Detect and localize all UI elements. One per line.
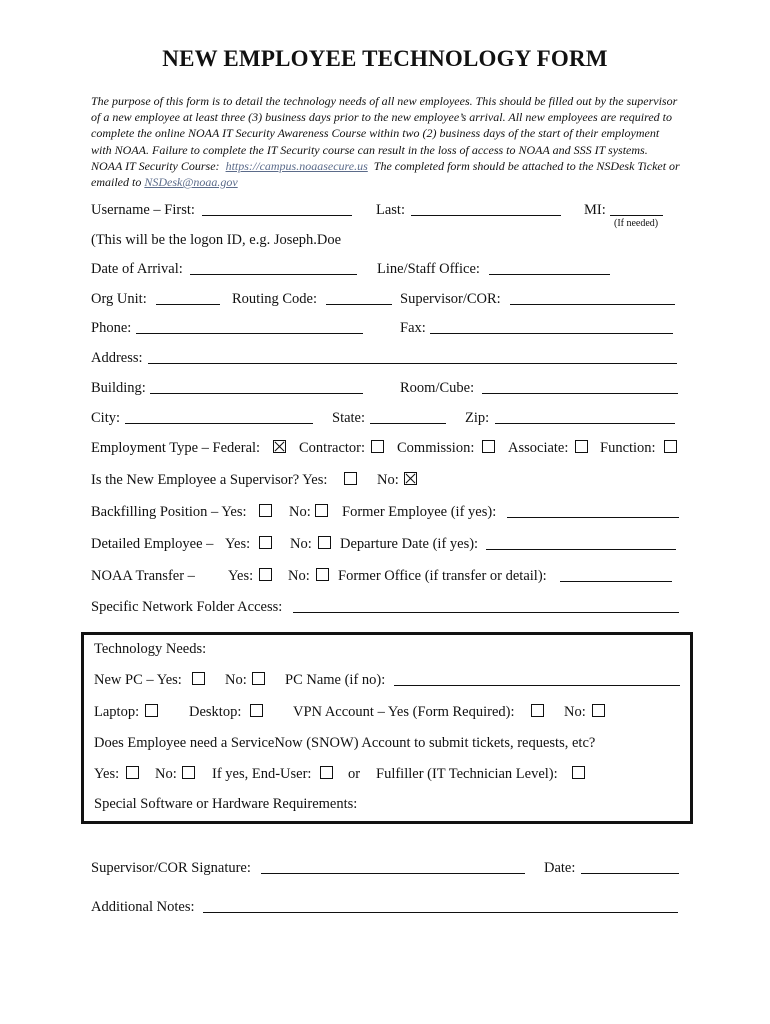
special-requirements-label: Special Software or Hardware Requirements: bbox=[94, 796, 358, 812]
backfill-no-label: No: bbox=[289, 504, 311, 520]
vpn-no-label: No: bbox=[564, 704, 586, 720]
intro-text: The purpose of this form is to detail the technology needs of all new employees. This should be filled out by the supervisor of a new employee at least three (3) business days prior to the new employee’s arrival. All new employees are required to complete the online NOAA IT Security Awareness Course within two (2) business days of the start of their employment with NOAA. Failure to complete the IT Security course can result in the loss of access to NOAA and SSS IT systems. NOAA IT Security Course: bbox=[91, 94, 678, 173]
new-pc-yes-checkbox[interactable] bbox=[192, 672, 205, 685]
contractor-label: Contractor: bbox=[299, 440, 366, 456]
address-label: Address: bbox=[91, 350, 143, 366]
vpn-account-label: VPN Account – Yes (Form Required): bbox=[293, 704, 515, 720]
fulfiller-label: Fulfiller (IT Technician Level): bbox=[376, 766, 558, 782]
date-field[interactable] bbox=[581, 873, 679, 874]
supervisor-cor-field[interactable] bbox=[510, 304, 675, 305]
city-label: City: bbox=[91, 410, 121, 426]
fax-field[interactable] bbox=[430, 333, 673, 334]
employment-type-label: Employment Type – Federal: bbox=[91, 440, 261, 456]
fax-label: Fax: bbox=[400, 320, 426, 336]
last-name-label: Last: bbox=[376, 202, 405, 218]
detailed-yes-label: Yes: bbox=[225, 536, 251, 552]
former-office-field[interactable] bbox=[560, 581, 672, 582]
snow-yes-label: Yes: bbox=[94, 766, 120, 782]
supervisor-yes-checkbox[interactable] bbox=[344, 472, 357, 485]
transfer-yes-label: Yes: bbox=[228, 568, 254, 584]
signature-field[interactable] bbox=[261, 873, 525, 874]
supervisor-cor-label: Supervisor/COR: bbox=[400, 291, 501, 307]
detailed-no-checkbox[interactable] bbox=[318, 536, 331, 549]
transfer-no-checkbox[interactable] bbox=[316, 568, 329, 581]
line-staff-office-label: Line/Staff Office: bbox=[377, 261, 480, 277]
new-pc-yes-label: New PC – Yes: bbox=[94, 672, 182, 688]
room-cube-field[interactable] bbox=[482, 393, 678, 394]
phone-label: Phone: bbox=[91, 320, 132, 336]
building-field[interactable] bbox=[150, 393, 363, 394]
address-field[interactable] bbox=[148, 363, 677, 364]
fulfiller-checkbox[interactable] bbox=[572, 766, 585, 779]
additional-notes-field[interactable] bbox=[203, 912, 678, 913]
function-checkbox[interactable] bbox=[664, 440, 677, 453]
state-field[interactable] bbox=[370, 423, 446, 424]
function-label: Function: bbox=[600, 440, 656, 456]
routing-code-field[interactable] bbox=[326, 304, 392, 305]
detailed-no-label: No: bbox=[290, 536, 312, 552]
phone-field[interactable] bbox=[136, 333, 363, 334]
snow-question: Does Employee need a ServiceNow (SNOW) Account to submit tickets, requests, etc? bbox=[94, 735, 596, 751]
commission-label: Commission: bbox=[397, 440, 475, 456]
page-title: NEW EMPLOYEE TECHNOLOGY FORM bbox=[162, 46, 608, 71]
noaa-transfer-label: NOAA Transfer – bbox=[91, 568, 195, 584]
federal-checkbox[interactable] bbox=[273, 440, 286, 453]
zip-label: Zip: bbox=[465, 410, 490, 426]
additional-notes-label: Additional Notes: bbox=[91, 899, 195, 915]
first-name-field[interactable] bbox=[202, 215, 352, 216]
pc-name-field[interactable] bbox=[394, 685, 680, 686]
city-field[interactable] bbox=[125, 423, 313, 424]
date-label: Date: bbox=[544, 860, 576, 876]
username-first-label: Username – First: bbox=[91, 202, 195, 218]
logon-hint: (This will be the logon ID, e.g. Joseph.Doe bbox=[91, 232, 342, 248]
org-unit-label: Org Unit: bbox=[91, 291, 147, 307]
technology-needs-heading: Technology Needs: bbox=[94, 641, 207, 657]
laptop-checkbox[interactable] bbox=[145, 704, 158, 717]
desktop-label: Desktop: bbox=[189, 704, 242, 720]
former-employee-label: Former Employee (if yes): bbox=[342, 504, 497, 520]
vpn-yes-checkbox[interactable] bbox=[531, 704, 544, 717]
line-staff-office-field[interactable] bbox=[489, 274, 610, 275]
contractor-checkbox[interactable] bbox=[371, 440, 384, 453]
building-label: Building: bbox=[91, 380, 146, 396]
detailed-employee-label: Detailed Employee – bbox=[91, 536, 214, 552]
signature-label: Supervisor/COR Signature: bbox=[91, 860, 251, 876]
snow-yes-checkbox[interactable] bbox=[126, 766, 139, 779]
pc-name-label: PC Name (if no): bbox=[285, 672, 386, 688]
date-of-arrival-field[interactable] bbox=[190, 274, 357, 275]
if-needed-note: (If needed) bbox=[614, 218, 659, 229]
supervisor-no-checkbox[interactable] bbox=[404, 472, 417, 485]
associate-checkbox[interactable] bbox=[575, 440, 588, 453]
associate-label: Associate: bbox=[508, 440, 569, 456]
network-folder-field[interactable] bbox=[293, 612, 679, 613]
zip-field[interactable] bbox=[495, 423, 675, 424]
room-cube-label: Room/Cube: bbox=[400, 380, 475, 396]
snow-no-label: No: bbox=[155, 766, 177, 782]
mi-label: MI: bbox=[584, 202, 606, 218]
network-folder-label: Specific Network Folder Access: bbox=[91, 599, 283, 615]
backfill-no-checkbox[interactable] bbox=[315, 504, 328, 517]
end-user-label: If yes, End-User: bbox=[212, 766, 312, 782]
security-course-link[interactable]: https://campus.noaasecure.us bbox=[225, 158, 368, 173]
new-pc-no-checkbox[interactable] bbox=[252, 672, 265, 685]
snow-no-checkbox[interactable] bbox=[182, 766, 195, 779]
transfer-no-label: No: bbox=[288, 568, 310, 584]
desktop-checkbox[interactable] bbox=[250, 704, 263, 717]
departure-date-label: Departure Date (if yes): bbox=[340, 536, 479, 552]
mi-field[interactable] bbox=[610, 215, 663, 216]
supervisor-no-label: No: bbox=[377, 472, 399, 488]
or-label: or bbox=[348, 766, 361, 782]
end-user-checkbox[interactable] bbox=[320, 766, 333, 779]
is-supervisor-label: Is the New Employee a Supervisor? Yes: bbox=[91, 472, 328, 488]
laptop-label: Laptop: bbox=[94, 704, 140, 720]
new-pc-no-label: No: bbox=[225, 672, 247, 688]
former-employee-field[interactable] bbox=[507, 517, 679, 518]
vpn-no-checkbox[interactable] bbox=[592, 704, 605, 717]
transfer-yes-checkbox[interactable] bbox=[259, 568, 272, 581]
org-unit-field[interactable] bbox=[156, 304, 220, 305]
backfill-yes-checkbox[interactable] bbox=[259, 504, 272, 517]
routing-code-label: Routing Code: bbox=[232, 291, 317, 307]
intro-text-2: The completed form should be attached to the NSDesk Ticket or emailed to bbox=[91, 158, 680, 190]
date-of-arrival-label: Date of Arrival: bbox=[91, 261, 183, 277]
commission-checkbox[interactable] bbox=[482, 440, 495, 453]
intro-paragraph bbox=[91, 93, 681, 190]
nsdesk-email-link[interactable]: NSDesk@noaa.gov bbox=[144, 175, 238, 190]
state-label: State: bbox=[332, 410, 366, 426]
former-office-label: Former Office (if transfer or detail): bbox=[338, 568, 547, 584]
departure-date-field[interactable] bbox=[486, 549, 676, 550]
last-name-field[interactable] bbox=[411, 215, 561, 216]
backfilling-label: Backfilling Position – Yes: bbox=[91, 504, 247, 520]
detailed-yes-checkbox[interactable] bbox=[259, 536, 272, 549]
